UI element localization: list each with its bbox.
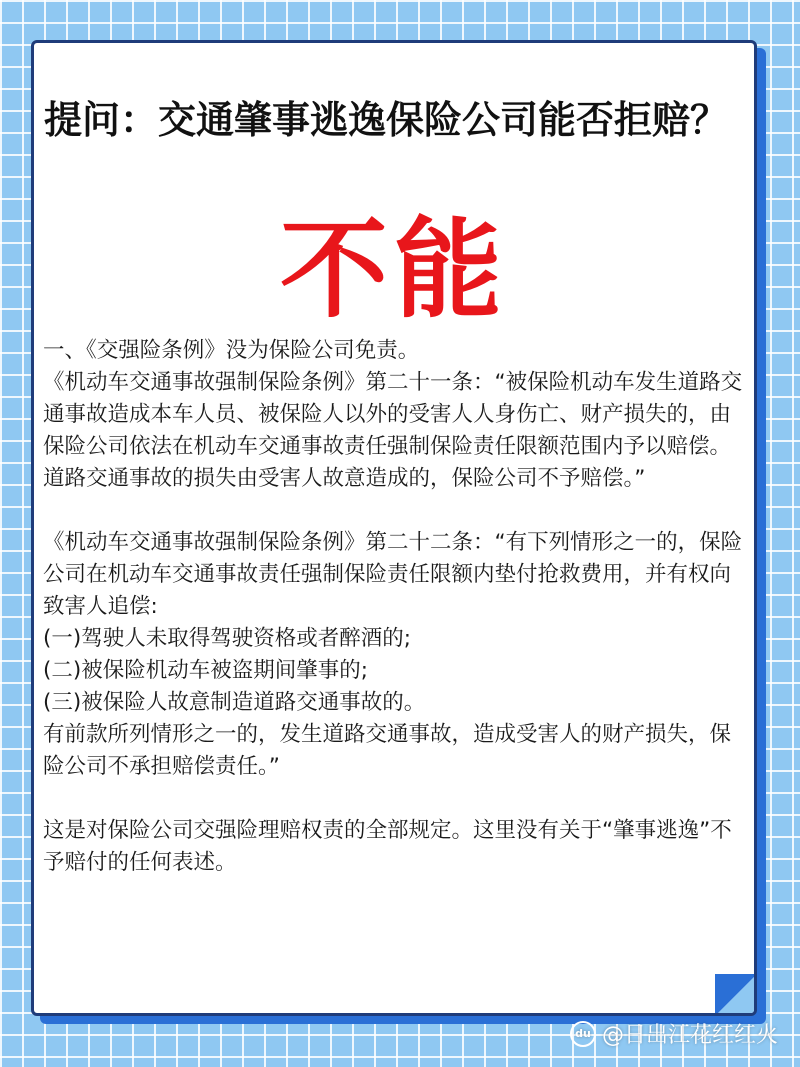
paragraph: (二)被保险机动车被盗期间肇事的;: [43, 658, 369, 683]
paragraph: 一、《交强险条例》没为保险公司免责。: [43, 338, 420, 363]
watermark-author: @日出江花红红火: [601, 1023, 778, 1048]
paragraph-gap: [43, 495, 743, 527]
paragraph: (三)被保险人故意制造道路交通事故的。: [43, 690, 426, 715]
paragraph-gap: [43, 783, 743, 815]
paragraph: (一)驾驶人未取得驾驶资格或者醉酒的;: [43, 626, 412, 651]
watermark: [570, 1018, 778, 1049]
paragraph: 这是对保险公司交强险理赔权责的全部规定。这里没有关于“肇事逃逸”不予赔付的任何表述。: [43, 818, 732, 875]
content-card: [31, 40, 757, 1016]
article-body: [43, 335, 743, 879]
paragraph: 有前款所列情形之一的，发生道路交通事故，造成受害人的财产损失，保险公司不承担赔偿责任。”: [43, 722, 732, 779]
paragraph: 《机动车交通事故强制保险条例》第二十一条：“被保险机动车发生道路交通事故造成本车人员、被保险人以外的受害人人身伤亡、财产损失的，由保险公司依法在机动车交通事故责任强制保险责任限额范围内予以赔偿。道路交通事故的损失由受害人故意造成的，保险公司不予赔偿。”: [43, 370, 743, 491]
platform-logo-icon: du: [570, 1021, 596, 1047]
question-title: 提问：交通肇事逃逸保险公司能否拒赔？: [44, 98, 729, 142]
answer-headline: 不能: [279, 208, 508, 333]
page-fold-edge: [715, 974, 757, 1016]
paragraph: 《机动车交通事故强制保险条例》第二十二条：“有下列情形之一的，保险公司在机动车交通事故责任强制保险责任限额内垫付抢救费用，并有权向致害人追偿:: [43, 530, 743, 619]
